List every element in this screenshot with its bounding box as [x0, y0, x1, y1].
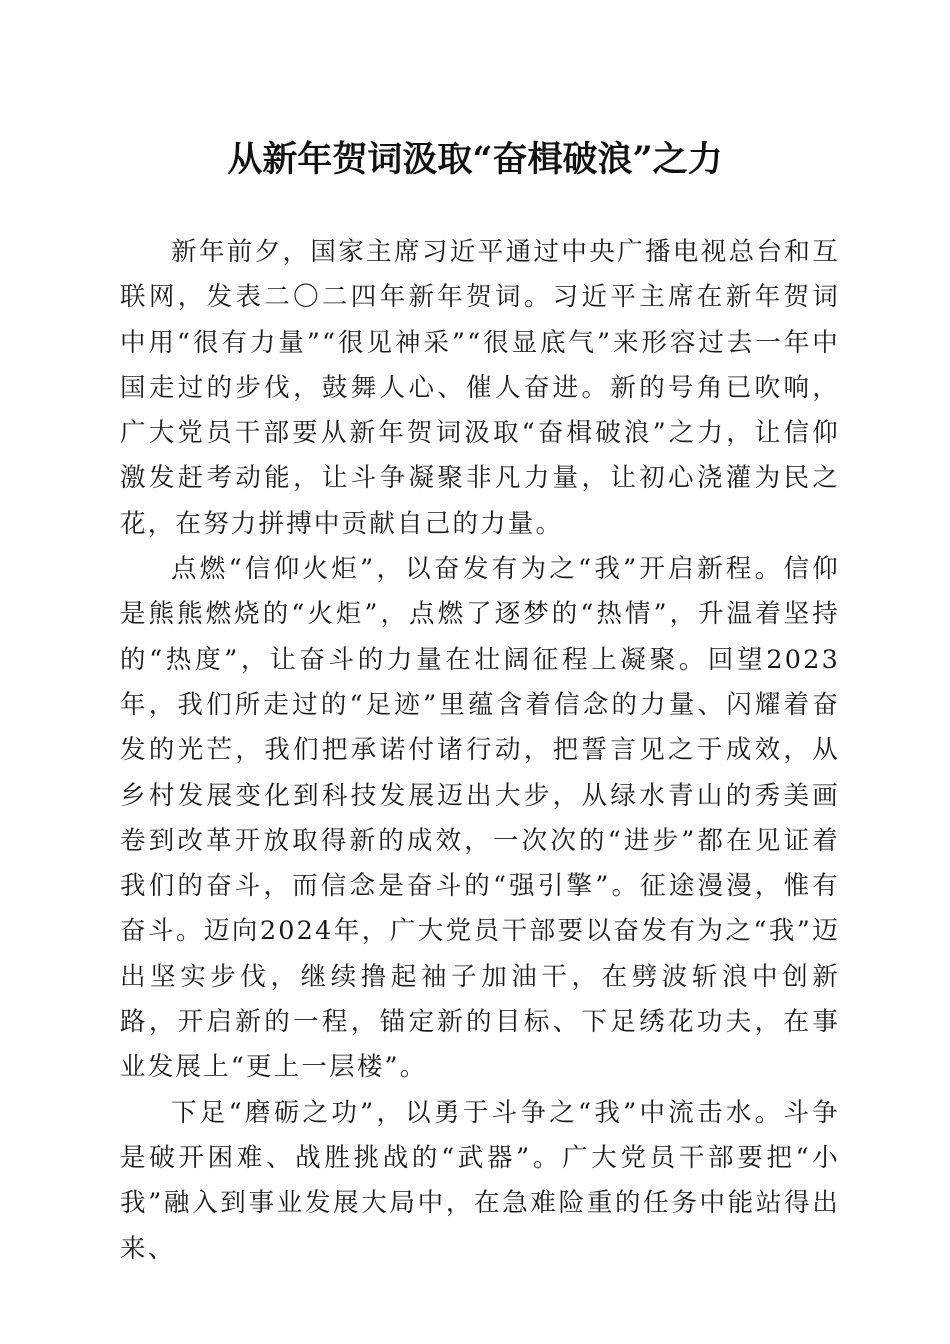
paragraph-faith-torch: 点燃“信仰火炬”，以奋发有为之“我”开启新程。信仰是熊熊燃烧的“火炬”，点燃了逐梦的“热情”，升温着坚持的“热度”，让奋斗的力量在壮阔征程上凝聚。回望2023年，我们所走过的“足迹”里蕴含着信念的力量、闪耀着奋发的光芒，我们把承诺付诸行动，把誓言见之于成效，从乡村发展变化到科技发展迈出大步，从绿水青山的秀美画卷到改革开放取得新的成效，一次次的“进步”都在见证着我们的奋斗，而信念是奋斗的“强引擎”。征途漫漫，惟有奋斗。迈向2024年，广大党员干部要以奋发有为之“我”迈出坚实步伐，继续撸起袖子加油干，在劈波斩浪中创新路，开启新的一程，锚定新的目标、下足绣花功夫，在事业发展上“更上一层楼”。 [120, 554, 840, 1083]
document-body [120, 230, 840, 1272]
paragraph-struggle: 下足“磨砺之功”，以勇于斗争之“我”中流击水。斗争是破开困难、战胜挑战的“武器”。广大党员干部要把“小我”融入到事业发展大局中，在急难险重的任务中能站得出来、 [120, 1097, 840, 1264]
document-title: 从新年贺词汲取“奋楫破浪”之力 [227, 139, 723, 180]
paragraph-intro: 新年前夕，国家主席习近平通过中央广播电视总台和互联网，发表二〇二四年新年贺词。习近平主席在新年贺词中用“很有力量”“很见神采”“很显底气”来形容过去一年中国走过的步伐，鼓舞人心、催人奋进。新的号角已吹响，广大党员干部要从新年贺词汲取“奋楫破浪”之力，让信仰激发赶考动能，让斗争凝聚非凡力量，让初心浇灌为民之花，在努力拼搏中贡献自己的力量。 [120, 237, 840, 539]
